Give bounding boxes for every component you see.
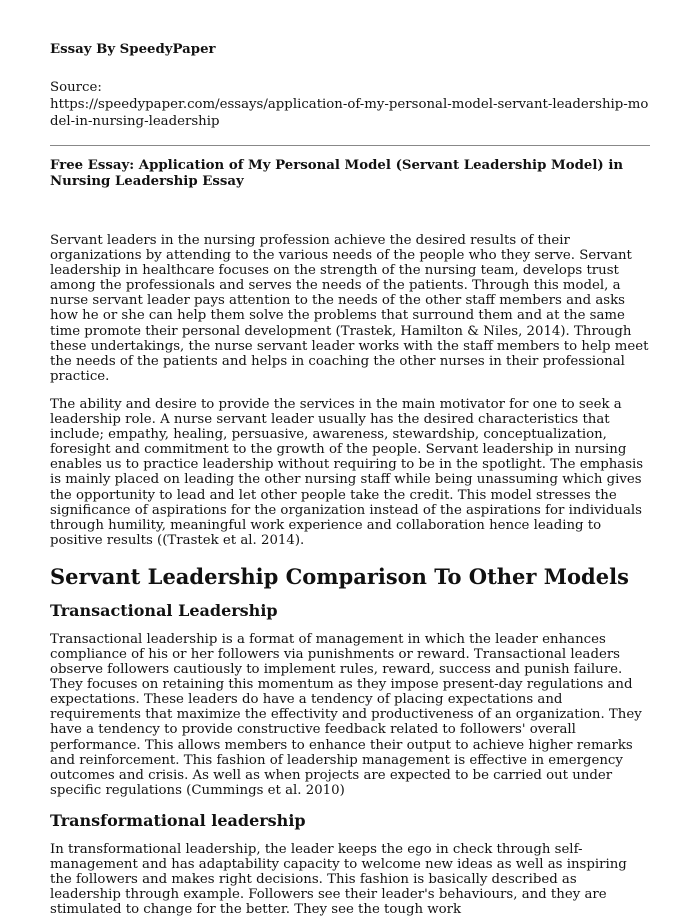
paragraph: Transactional leadership is a format of management in which the leader enhances compliance of his or her followers via punishments or reward. Transactional leaders observe followers cautiously to implement rules, reward, success and punish failure. They focuses on retaining this momentum as they impose present-day regulations and expectations. These leaders do have a tendency of placing expectations and requirements that maximize the effectivity and productiveness of an organization. They have a tendency to provide constructive feedback related to followers' overall performance. This allows members to enhance their output to achieve higher remarks and reinforcement. This fashion of leadership management is effective in emergency outcomes and crisis. As well as when projects are expected to be carried out under specific regulations (Cummings et al. 2010) [50, 631, 642, 798]
essay-title: Free Essay: Application of My Personal Model (Servant Leadership Model) in Nursing Leadership Essay [50, 158, 624, 189]
paragraph: In transformational leadership, the leader keeps the ego in check through self-management and has adaptability capacity to welcome new ideas as well as inspiring the followers and makes right decisions. This fashion is basically described as leadership through example. Followers see their leader's behaviours, and they are stimulated to change for the better. They see the tough work [50, 841, 627, 917]
paragraph: Servant leaders in the nursing profession achieve the desired results of their organizations by attending to the various needs of the people who they serve. Servant leadership in healthcare focuses on the strength of the nursing team, develops trust among the professionals and serves the needs of the patients. Through this model, a nurse servant leader pays attention to the needs of the other staff members and asks how he or she can help them solve the problems that surround them and at the same time promote their personal development (Trastek, Hamilton & Niles, 2014). Through these undertakings, the nurse servant leader works with the staff members to help meet the needs of the patients and helps in coaching the other nurses in their professional practice. [50, 233, 649, 384]
subsection-heading-transformational: Transformational leadership [50, 810, 306, 830]
paragraph: The ability and desire to provide the services in the main motivator for one to seek a leadership role. A nurse servant leader usually has the desired characteristics that include; empathy, healing, persuasive, awareness, stewardship, conceptualization, foresight and commitment to the growth of the people. Servant leadership in nursing enables us to practice leadership without requiring to be in the spotlight. The emphasis is mainly placed on leading the other nursing staff while being unassuming which gives the opportunity to lead and let other people take the credit. This model stresses the significance of aspirations for the organization instead of the aspirations for individuals through humility, meaningful work experience and collaboration hence leading to positive results ((Trastek et al. 2014). [50, 396, 644, 548]
source-url: https://speedypaper.com/essays/application-of-my-personal-model-servant-leadership-model-in-nursing-leadership [50, 97, 649, 129]
brand-header: Essay By SpeedyPaper [50, 42, 216, 57]
subsection-heading-transactional: Transactional Leadership [50, 600, 278, 620]
divider [50, 145, 650, 146]
section-heading: Servant Leadership Comparison To Other Models [50, 563, 629, 589]
source-label: Source: [50, 80, 102, 95]
